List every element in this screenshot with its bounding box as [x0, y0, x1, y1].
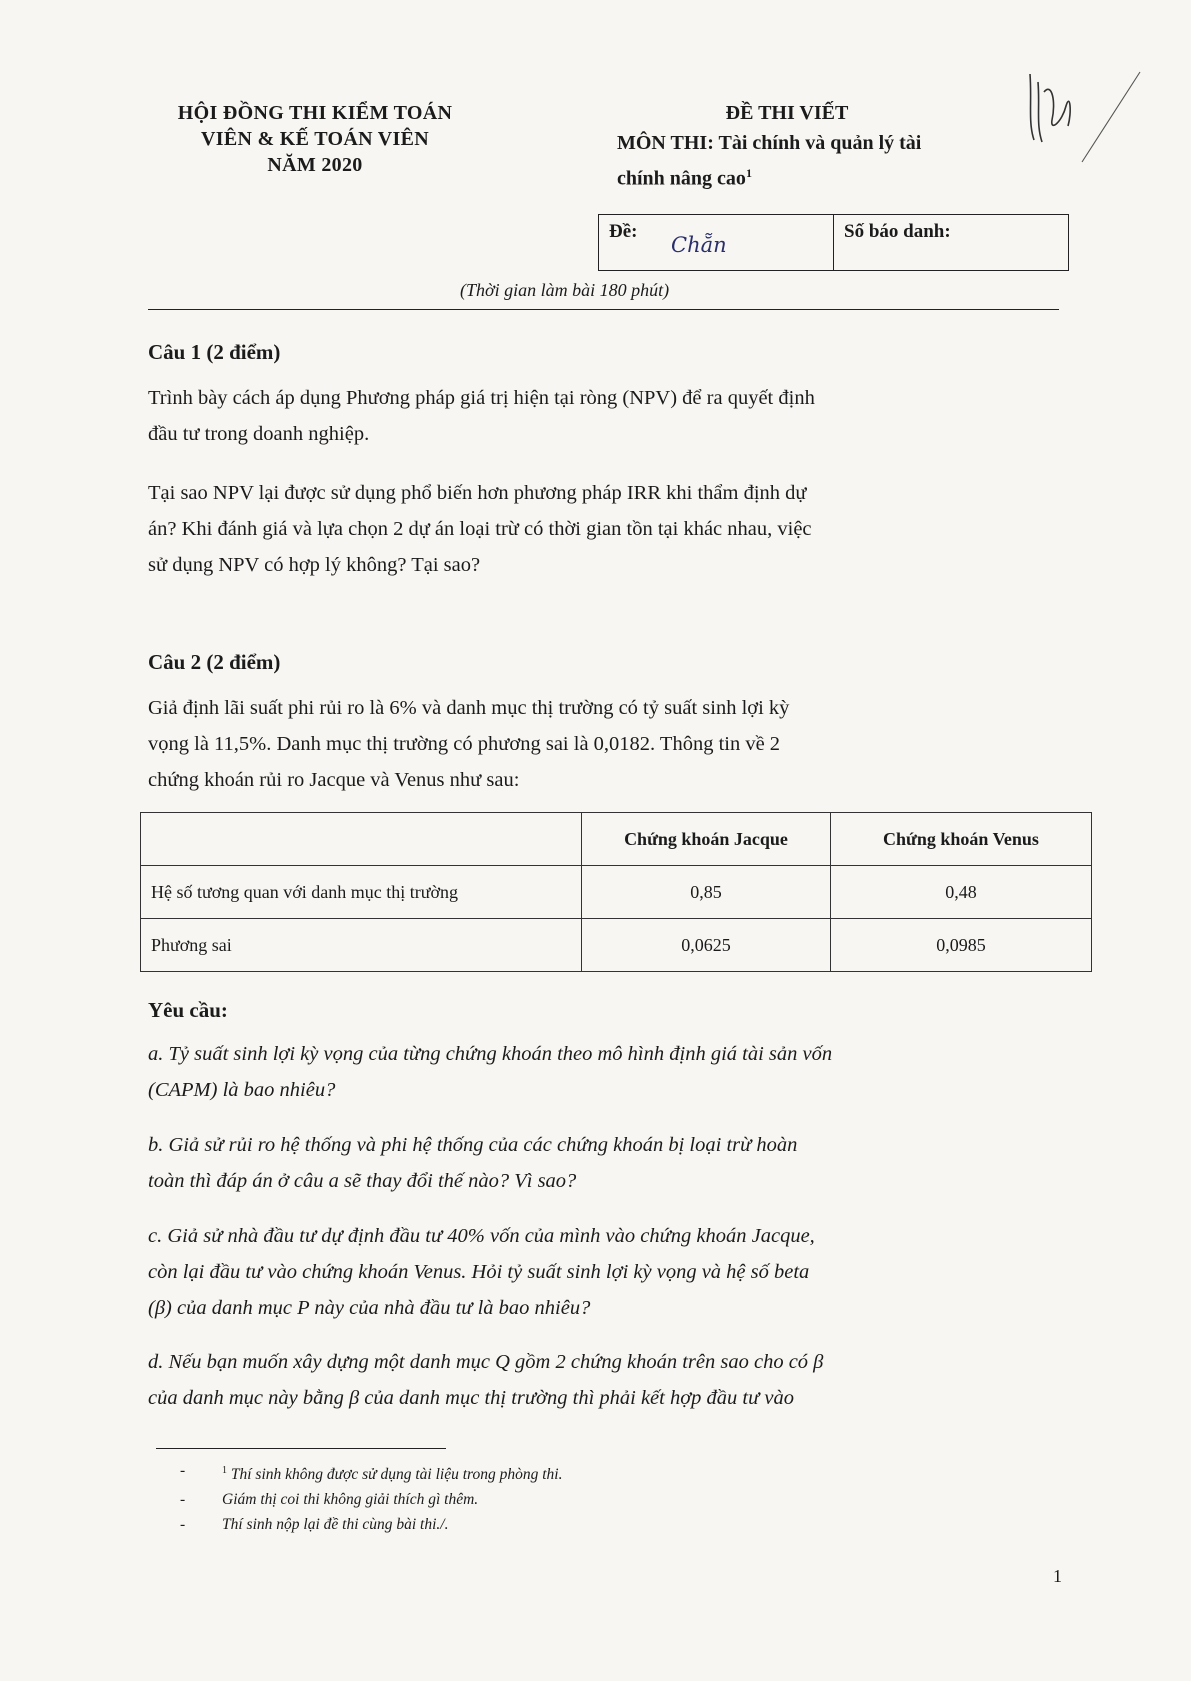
text-line: toàn thì đáp án ở câu a sẽ thay đổi thế nào? Vì sao? [148, 1170, 577, 1192]
candidate-number-cell [833, 215, 1068, 270]
table-header-row [141, 813, 1092, 866]
bullet-dash: - [180, 1462, 186, 1479]
text-line: sử dụng NPV có hợp lý không? Tại sao? [148, 554, 481, 576]
table-row [141, 866, 1092, 919]
question-1-paragraph-1 [148, 380, 1060, 452]
bullet-dash: - [180, 1516, 186, 1534]
text-line: (β) của danh mục P này của nhà đầu tư là bao nhiêu? [148, 1297, 591, 1319]
question-2-intro [148, 690, 1060, 798]
jacque-value: 0,85 [582, 866, 831, 919]
text-line: Trình bày cách áp dụng Phương pháp giá trị hiện tại ròng (NPV) để ra quyết định [148, 387, 815, 409]
time-note: (Thời gian làm bài 180 phút) [460, 280, 670, 300]
question-1-paragraph-2 [148, 475, 1060, 583]
subject-line-2: chính nâng cao [617, 167, 746, 190]
table-header-venus: Chứng khoán Venus [831, 813, 1092, 866]
exam-code-box [598, 214, 1069, 271]
venus-value: 0,48 [831, 866, 1092, 919]
footnote-mark: 1 [222, 1465, 227, 1476]
text-line: án? Khi đánh giá và lựa chọn 2 dự án loại trừ có thời gian tồn tại khác nhau, việc [148, 518, 812, 540]
requirement-d [148, 1344, 1060, 1416]
text-line: b. Giả sử rủi ro hệ thống và phi hệ thống của các chứng khoán bị loại trừ hoàn [148, 1134, 798, 1156]
exam-code-handwritten: Chẵn [671, 233, 727, 257]
header-divider [148, 309, 1059, 310]
exam-code-cell [599, 215, 833, 270]
requirement-a [148, 1036, 1060, 1108]
table-row [141, 919, 1092, 972]
text-line: d. Nếu bạn muốn xây dựng một danh mục Q gồm 2 chứng khoán trên sao cho có β [148, 1351, 824, 1373]
text-line: Giả định lãi suất phi rủi ro là 6% và danh mục thị trường có tỷ suất sinh lợi kỳ [148, 697, 790, 719]
text-line: vọng là 11,5%. Danh mục thị trường có phương sai là 0,0182. Thông tin về 2 [148, 733, 781, 755]
signature-mark [1022, 62, 1142, 172]
subject-line-1: MÔN THI: Tài chính và quản lý tài [617, 132, 922, 154]
question-2-heading: Câu 2 (2 điểm) [148, 650, 281, 674]
council-year: NĂM 2020 [267, 154, 363, 176]
candidate-number-label: Số báo danh: [844, 221, 951, 242]
securities-table [140, 812, 1092, 972]
jacque-value: 0,0625 [582, 919, 831, 972]
exam-code-label: Đề: [609, 221, 638, 242]
subject-line-2-wrap [617, 158, 1037, 194]
council-heading [140, 100, 490, 178]
requirements-heading: Yêu cầu: [148, 998, 228, 1022]
footnote-text: Thí sinh nộp lại đề thi cùng bài thi./. [222, 1516, 449, 1534]
bullet-dash: - [180, 1491, 186, 1509]
text-line: c. Giả sử nhà đầu tư dự định đầu tư 40% vốn của mình vào chứng khoán Jacque, [148, 1225, 815, 1247]
footnote-ref: 1 [745, 166, 752, 180]
text-line: chứng khoán rủi ro Jacque và Venus như sau: [148, 769, 520, 791]
row-label: Hệ số tương quan với danh mục thị trường [141, 866, 582, 919]
footnotes [180, 1458, 563, 1537]
requirement-b [148, 1127, 1060, 1199]
row-label: Phương sai [141, 919, 582, 972]
exam-heading [617, 98, 1037, 194]
text-line: đầu tư trong doanh nghiệp. [148, 423, 370, 445]
requirement-c [148, 1218, 1060, 1326]
table-header-empty [141, 813, 582, 866]
council-line-2: VIÊN & KẾ TOÁN VIÊN [201, 128, 429, 150]
text-line: Tại sao NPV lại được sử dụng phổ biến hơn phương pháp IRR khi thẩm định dự [148, 482, 807, 504]
council-line-1: HỘI ĐỒNG THI KIỂM TOÁN [177, 102, 453, 124]
text-line: (CAPM) là bao nhiêu? [148, 1079, 336, 1101]
venus-value: 0,0985 [831, 919, 1092, 972]
footnote-item [180, 1458, 563, 1487]
footnote-item [180, 1487, 562, 1512]
text-line: a. Tỷ suất sinh lợi kỳ vọng của từng chứng khoán theo mô hình định giá tài sản vốn [148, 1043, 833, 1065]
text-line: còn lại đầu tư vào chứng khoán Venus. Hỏi tỷ suất sinh lợi kỳ vọng và hệ số beta [148, 1261, 810, 1283]
page-number: 1 [1053, 1566, 1062, 1586]
question-1-heading: Câu 1 (2 điểm) [148, 340, 281, 364]
footnote-text: Thí sinh không được sử dụng tài liệu trong phòng thi. [230, 1466, 563, 1484]
footnote-divider [156, 1448, 446, 1449]
exam-type: ĐỀ THI VIẾT [725, 102, 849, 124]
footnote-text: Giám thị coi thi không giải thích gì thêm. [222, 1491, 479, 1509]
footnote-item [180, 1512, 562, 1537]
text-line: của danh mục này bằng β của danh mục thị trường thì phải kết hợp đầu tư vào [148, 1387, 795, 1409]
table-header-jacque: Chứng khoán Jacque [582, 813, 831, 866]
